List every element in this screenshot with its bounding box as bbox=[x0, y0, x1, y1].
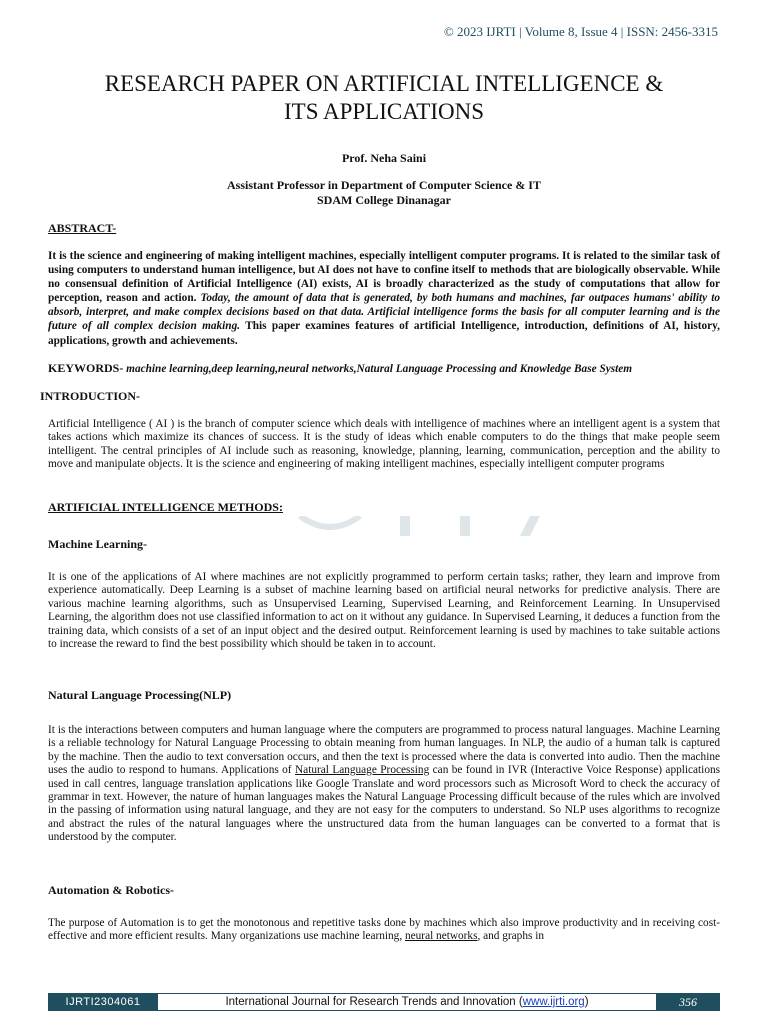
nlp-text bbox=[48, 724, 720, 845]
methods-heading: ARTIFICIAL INTELLIGENCE METHODS: bbox=[48, 500, 283, 514]
author-affiliation bbox=[0, 178, 768, 208]
footer-journal bbox=[158, 993, 656, 1011]
nlp-heading: Natural Language Processing(NLP) bbox=[48, 688, 232, 702]
affiliation-line2: SDAM College Dinanagar bbox=[317, 193, 451, 207]
introduction-text: Artificial Intelligence ( AI ) is the branch of computer science which deals with intelligence of machines where an intelligent agent is a system that takes actions which maximize its chances of success. It is the study of ideas which enable computers to do the things that make people seem intelligent. The central principles of AI include such as reasoning, knowledge, planning, learning, communication, perception and the ability to move and manipulate objects. It is the science and engineering of making intelligent machines, especially intelligent computer programs bbox=[48, 418, 720, 471]
footer-journal-link[interactable]: www.ijrti.org bbox=[522, 996, 585, 1008]
abstract-text-3: This paper examines features of artificial Intelligence, introduction, definitions of AI, history, applications, growth and achievements. bbox=[48, 320, 720, 347]
footer-page-number: 356 bbox=[656, 993, 720, 1011]
paper-title-line2: ITS APPLICATIONS bbox=[283, 99, 484, 124]
automation-text-1: The purpose of Automation is to get the monotonous and repetitive tasks done by machines which also improve productivity and in receiving cost-effective and more efficient results. Many organizations use machine learning, bbox=[48, 917, 720, 943]
abstract-body bbox=[48, 249, 720, 348]
page-footer bbox=[48, 993, 720, 1011]
author-name: Prof. Neha Saini bbox=[341, 151, 427, 165]
footer-paper-id: IJRTI2304061 bbox=[48, 993, 158, 1011]
abstract-text-italic: Today, the amount of data that is generated, by both humans and machines, far outpaces humans' ability to absorb, interpret, and make complex decisions based on that data. Artificial intelligence forms the basis for all computer learning and is the future of all complex decision making. bbox=[48, 292, 720, 333]
keywords bbox=[48, 361, 720, 376]
nlp-text-2: can be found in IVR (Interactive Voice Response) applications used in call centres, language translation applications like Google Translate and word processors such as Microsoft Word to check the accuracy of grammar in text. However, the nature of human languages makes the Natural Language Processing difficult because of the rules which are involved in the passing of information using natural language, and they are not easy for the computers to understand. So NLP uses algorithms to recognize and abstract the rules of the natural languages where the unstructured data from the human languages can be converted to a format that is understood by the computer. bbox=[48, 764, 721, 844]
keywords-value: machine learning,deep learning,neural networks,Natural Language Processing and Knowledge Base System bbox=[126, 363, 633, 375]
machine-learning-text: It is one of the applications of AI where machines are not explicitly programmed to perform certain tasks; rather, they learn and improve from experience automatically. Deep Learning is a subset of machine learning based on artificial neural networks for predictive analysis. There are various machine learning algorithms, such as Unsupervised Learning, Supervised Learning, and Reinforcement Learning. In Unsupervised Learning, the algorithm does not use classified information to act on it without any guidance. In Supervised Learning, it deduces a function from the training data, which consists of a set of an input object and the desired output. Reinforcement learning is used by machines to take suitable actions to increase the reward to find the best possibility which should be taken in to account. bbox=[48, 571, 720, 651]
paper-title-line1: RESEARCH PAPER ON ARTIFICIAL INTELLIGENCE & bbox=[104, 71, 664, 96]
footer-journal-text: International Journal for Research Trends and Innovation ( bbox=[225, 996, 523, 1008]
automation-text-2: , and graphs in bbox=[477, 930, 544, 943]
machine-learning-heading: Machine Learning- bbox=[48, 537, 147, 551]
abstract-text-1: It is the science and engineering of making intelligent machines, especially intelligent computer programs. It is related to the similar task of using computers to understand human intelligence, but AI does not have to confine itself to methods that are biologically observable. While no consensual definition of Artificial Intelligence (AI) exists, AI is broadly characterized as the study of computations that allow for perception, reason and action. bbox=[48, 250, 720, 305]
footer-journal-close: ) bbox=[584, 996, 589, 1008]
journal-meta-header: © 2023 IJRTI | Volume 8, Issue 4 | ISSN: 2456-3315 bbox=[443, 24, 718, 39]
automation-text bbox=[48, 917, 720, 944]
nlp-link[interactable]: Natural Language Processing bbox=[295, 764, 430, 777]
keywords-label: KEYWORDS- bbox=[48, 361, 124, 375]
watermark-graphic bbox=[240, 516, 560, 536]
introduction-heading: INTRODUCTION- bbox=[40, 389, 141, 403]
neural-networks-link[interactable]: neural networks bbox=[405, 930, 478, 943]
paper-title bbox=[40, 70, 728, 126]
nlp-text-1: It is the interactions between computers and human language where the computers are programmed to process natural languages. Machine Learning is a reliable technology for Natural Language Processing to obtain meaning from human languages. In NLP, the audio of a human talk is captured by the machine. Then the audio to text conversation occurs, and then the text is processed where the data is converted into audio. Then the machine uses the audio to respond to humans. Applications of bbox=[48, 724, 720, 777]
abstract-heading: ABSTRACT- bbox=[48, 221, 117, 235]
automation-robotics-heading: Automation & Robotics- bbox=[48, 883, 174, 897]
affiliation-line1: Assistant Professor in Department of Computer Science & IT bbox=[227, 178, 541, 192]
